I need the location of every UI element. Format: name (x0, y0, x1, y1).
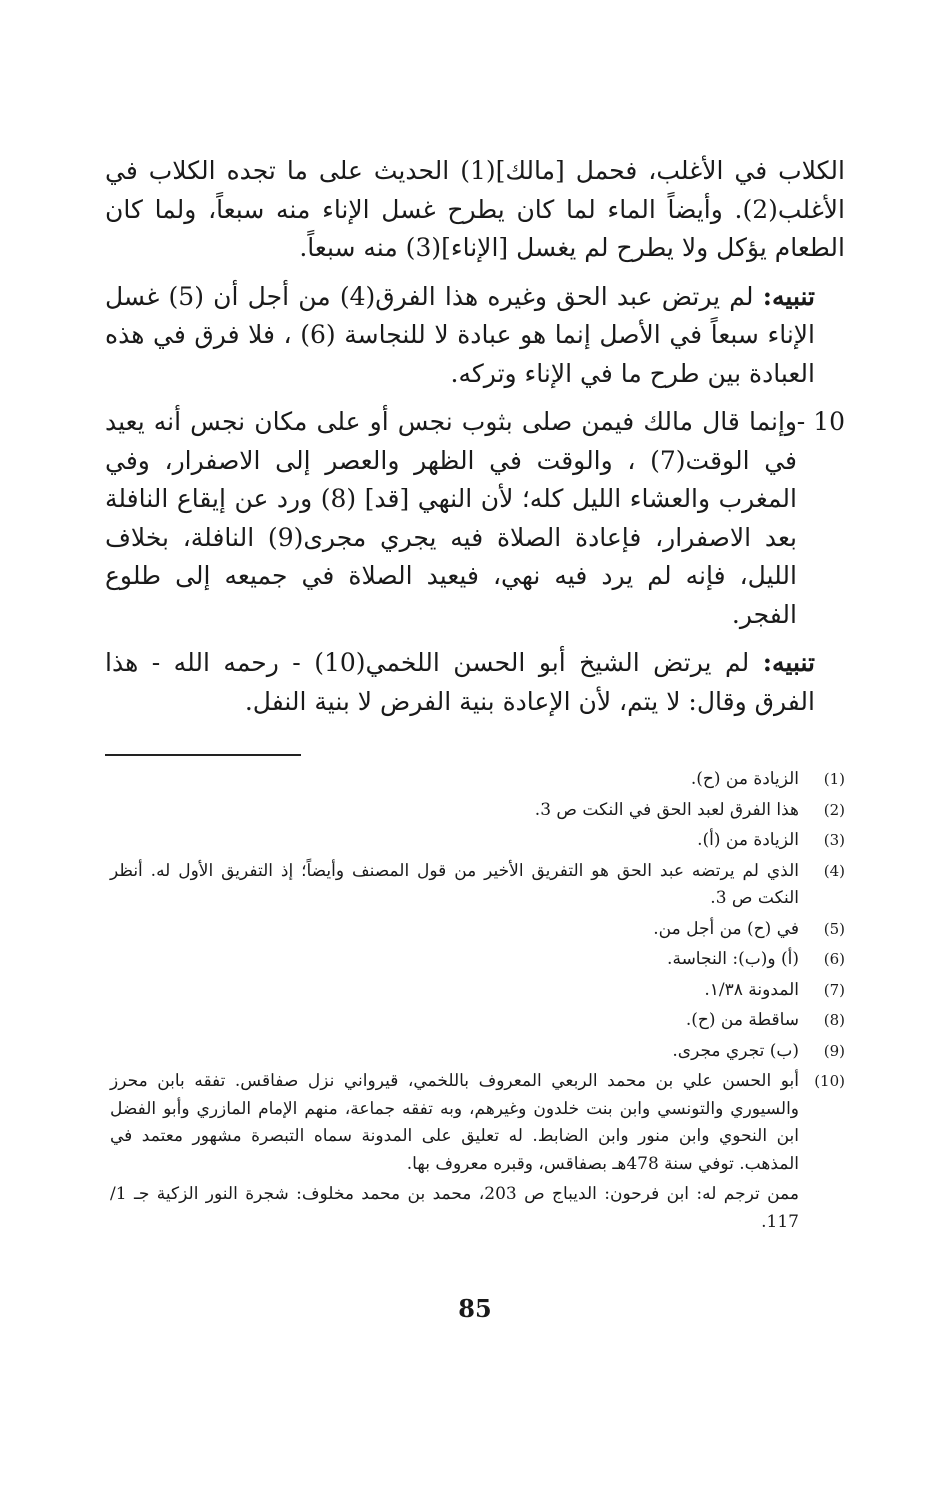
footnote-number: (10) (814, 1072, 845, 1090)
footnote (110, 1068, 845, 1178)
footnote-sources: ممن ترجم له: ابن فرحون: الديباج ص 203، محمد بن محمد مخلوف: شجرة النور الزكية جـ 1/ 117. (110, 1184, 799, 1232)
footnote (110, 1038, 845, 1066)
footnote (110, 916, 845, 944)
note-body: لم يرتض عبد الحق وغيره هذا الفرق(4) من أجل أن (5) غسل الإناء سبعاً في الأصل إنما هو عبادة لا للنجاسة (6) ، فلا فرق في هذه العبادة بين طرح ما في الإناء وتركه. (105, 281, 815, 388)
note-term: تنبيه: (762, 281, 815, 311)
footnote (110, 946, 845, 974)
footnote-number: (2) (823, 800, 845, 819)
paragraph-note-1 (105, 278, 845, 394)
footnote-number: (1) (823, 770, 845, 788)
paragraph-note-2 (105, 644, 845, 721)
footnote-text: الذي لم يرتضه عبد الحق هو التفريق الأخير من قول المصنف وأيضاً؛ إذ التفريق الأول له. أنظر النكت ص 3. (110, 860, 799, 908)
paragraph-1: الكلاب في الأغلب، فحمل [مالك](1) الحديث على ما تجده الكلاب في الأغلب(2). وأيضاً الماء لما كان يطرح غسل الإناء منه سبعاً، ولما كان الطعام يؤكل ولا يطرح لم يغسل [الإناء](3) منه سبعاً. (105, 156, 846, 262)
footnote-text: (ب) تجري مجرى. (672, 1040, 799, 1061)
note-body: لم يرتض الشيخ أبو الحسن اللخمي(10) - رحمه الله - هذا الفرق وقال: لا يتم، لأن الإعادة بنية الفرض لا بنية النفل. (105, 648, 815, 716)
footnote (110, 827, 845, 855)
footnote-text: ساقطة من (ح). (685, 1010, 799, 1030)
footnote-text: (أ) و(ب): النجاسة. (667, 949, 799, 969)
footnote (110, 1007, 845, 1035)
item-body: وإنما قال مالك فيمن صلى بثوب نجس أو على مكان نجس أنه يعيد في الوقت(7) ، والوقت في الظهر والعصر إلى الاصفرار، وفي المغرب والعشاء الليل كله؛ لأن النهي [قد] (8) ورد عن إيقاع النافلة بعد الاصفرار، فإعادة الصلاة فيه يجري مجرى(9) النافلة، بخلاف الليل، فإنه لم يرد فيه نهي، فيعيد الصلاة في جميعه إلى طلوع الفجر. (105, 407, 798, 629)
item-number: 10 - (796, 407, 845, 436)
footnote-number: (7) (823, 980, 845, 999)
footnote-number: (8) (823, 1011, 845, 1029)
footnote-text: هذا الفرق لعبد الحق في النكت ص 3. (534, 799, 799, 820)
footnote (110, 797, 845, 825)
footnote (110, 766, 845, 794)
footnote-text: المدونة ١/٣٨. (704, 979, 799, 1000)
footnote (110, 977, 845, 1005)
footnote-number: (6) (823, 950, 845, 968)
page-number: 85 (458, 1294, 492, 1323)
footnotes (110, 766, 845, 1236)
footnote-text: الزيادة من (أ). (697, 830, 799, 850)
main-text (105, 152, 845, 731)
numbered-item-10 (105, 403, 845, 634)
footnote (110, 858, 845, 913)
footnote-text: في (ح) من أجل من. (653, 918, 799, 939)
footnote-number: (9) (823, 1041, 845, 1060)
footnote-number: (5) (823, 919, 845, 938)
note-term: تنبيه: (762, 648, 815, 677)
footnote-number: (3) (823, 831, 845, 849)
footnote-text: الزيادة من (ح). (690, 769, 799, 789)
footnote-text: أبو الحسن علي بن محمد الربعي المعروف باللخمي، قيرواني نزل صفاقس. تفقه بابن محرز والسيوري والتونسي وابن بنت خلدون وغيرهم، وبه تفقه جماعة، منهم الإمام المازري وأبو الفضل ابن النحوي وابن منور وابن الضابط. له تعليق على المدونة سماه التبصرة مشهور معتمد في المذهب. توفي سنة 478هـ بصفاقس، وقبره معروف بها. (110, 1071, 799, 1174)
footnote-number: (4) (823, 861, 845, 880)
footnote-separator (105, 754, 301, 756)
